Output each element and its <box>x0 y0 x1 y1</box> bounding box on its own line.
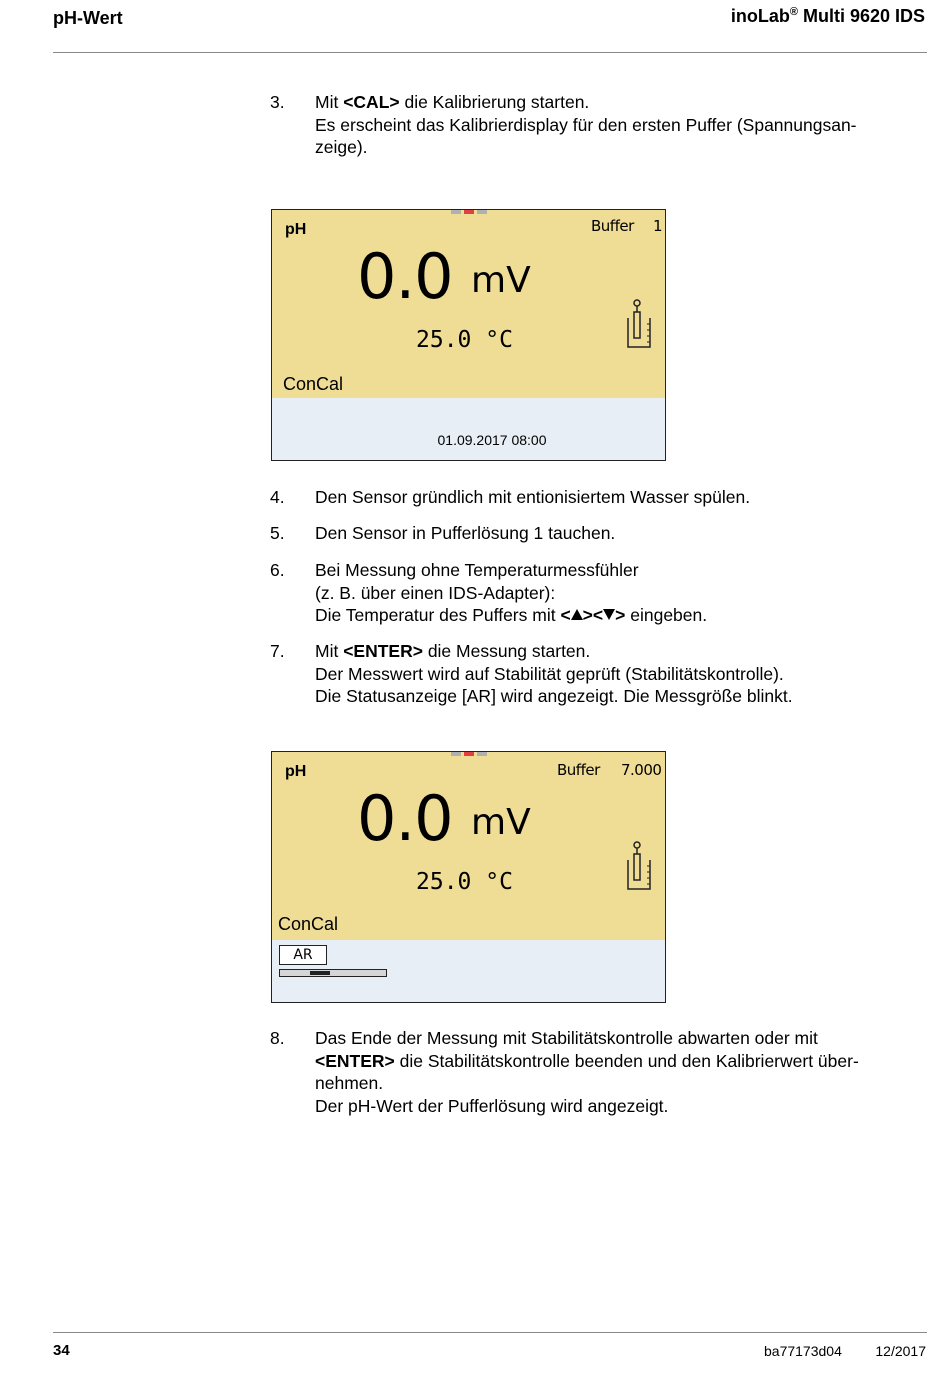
buffer-number: 1 <box>653 217 663 235</box>
document-id: ba77173d04 <box>764 1343 842 1359</box>
meter-display-1 <box>271 209 666 461</box>
step-line: Mit <CAL> die Kalibrierung starten. <box>315 92 590 112</box>
section-title: pH-Wert <box>53 8 123 28</box>
buffer-label: Buffer <box>557 761 600 779</box>
step-number: 4. <box>270 487 285 507</box>
product-title: inoLab® Multi 9620 IDS <box>730 6 925 26</box>
buffer-number: 7.000 <box>621 761 662 779</box>
measured-value: 0.0 <box>357 240 453 313</box>
display-measure-area <box>272 210 665 398</box>
step-line: Das Ende der Messung mit Stabilitätskontrolle abwarten oder mit <box>315 1028 818 1048</box>
parameter-label: pH <box>285 221 307 238</box>
display-page-indicator <box>451 752 487 756</box>
step-line: Die Statusanzeige [AR] wird angezeigt. Die Messgröße blinkt. <box>315 686 793 706</box>
arrow-down-icon <box>603 609 615 620</box>
step-line: Bei Messung ohne Temperaturmessfühler <box>315 560 639 580</box>
step-line: Es erscheint das Kalibrierdisplay für den ersten Puffer (Spannungsan- <box>315 114 857 135</box>
meter-display-2 <box>271 751 666 1003</box>
step-line: Der pH-Wert der Pufferlösung wird angezeigt. <box>315 1095 669 1116</box>
display-page-indicator <box>451 210 487 214</box>
arrow-up-icon <box>571 609 583 620</box>
temperature-value: 25.0 °C <box>416 327 513 353</box>
step-line: Den Sensor gründlich mit entionisiertem Wasser spülen. <box>315 487 751 507</box>
step-number: 7. <box>270 641 285 661</box>
step-number: 5. <box>270 523 285 543</box>
sensor-in-beaker-icon <box>625 840 655 892</box>
display-measure-area <box>272 752 665 940</box>
step-line: zeige). <box>315 137 368 157</box>
calibration-mode: ConCal <box>278 914 339 934</box>
header-rule <box>53 52 927 53</box>
document-date: 12/2017 <box>875 1343 926 1359</box>
measured-unit: mV <box>471 802 531 843</box>
page-number: 34 <box>53 1342 70 1359</box>
buffer-label: Buffer <box>591 217 634 235</box>
step-line: (z. B. über einen IDS-Adapter): <box>315 582 556 603</box>
step-number: 8. <box>270 1028 285 1048</box>
step-number: 6. <box>270 560 285 580</box>
sensor-in-beaker-icon <box>625 298 655 350</box>
step-number: 3. <box>270 92 285 112</box>
parameter-label: pH <box>285 763 307 780</box>
temperature-value: 25.0 °C <box>416 869 513 895</box>
step-line: Den Sensor in Pufferlösung 1 tauchen. <box>315 523 616 543</box>
calibration-mode: ConCal <box>283 374 344 394</box>
step-line: Der Messwert wird auf Stabilität geprüft (Stabilitätskontrolle). <box>315 663 784 684</box>
footer-rule <box>53 1332 927 1333</box>
step-line: nehmen. <box>315 1073 384 1093</box>
step-line: Mit <ENTER> die Messung starten. <box>315 641 591 661</box>
step-line: <ENTER> die Stabilitätskontrolle beenden und den Kalibrierwert über- <box>315 1050 859 1071</box>
stability-progress-bar <box>279 969 387 977</box>
status-ar-badge: AR <box>279 945 327 965</box>
step-line: Die Temperatur des Puffers mit < >< > eingeben. <box>315 605 708 625</box>
date-time: 01.09.2017 08:00 <box>437 432 547 448</box>
measured-unit: mV <box>471 260 531 301</box>
measured-value: 0.0 <box>357 782 453 855</box>
